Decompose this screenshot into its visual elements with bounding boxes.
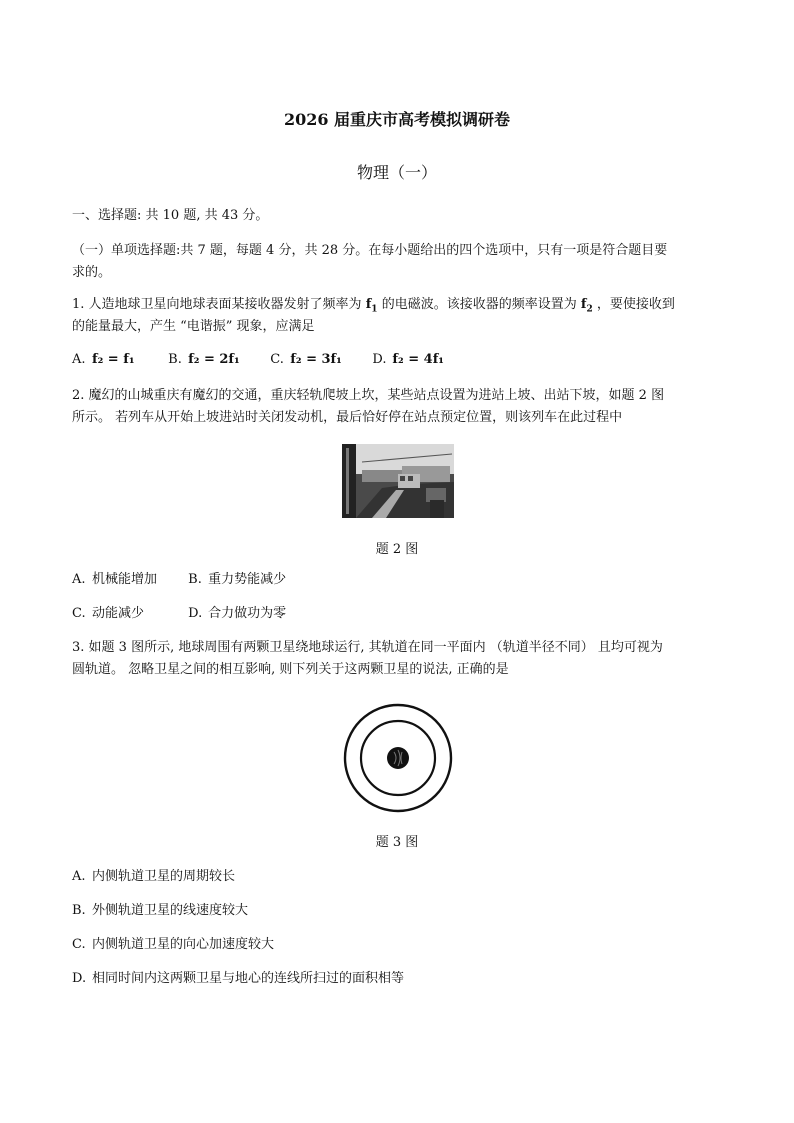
q2-option-d-label: D. bbox=[188, 606, 203, 621]
exam-title: 2026 届重庆市高考模拟调研卷 bbox=[283, 110, 511, 129]
q2-figure-caption: 题 2 图 bbox=[375, 542, 419, 557]
q3-option-b-label: B. bbox=[72, 903, 86, 918]
q1-stem-line2: 的能量最大，产生 “电谐振” 现象，应满足 bbox=[72, 319, 315, 334]
q2-option-b[interactable]: 重力势能减少 bbox=[208, 572, 287, 587]
q3-orbit-diagram bbox=[342, 700, 454, 816]
q3-figure-caption: 题 3 图 bbox=[375, 835, 419, 850]
q1-option-b[interactable]: f₂ = 2f₁ bbox=[188, 352, 240, 367]
q2-option-c[interactable]: 动能减少 bbox=[92, 606, 145, 621]
q2-stem-line1: 2. 魔幻的山城重庆有魔幻的交通，重庆轻轨爬坡上坎，某些站点设置为进站上坡、出站下坡，如题 2 图 bbox=[72, 388, 665, 403]
q1-stem-pre: 1. 人造地球卫星向地球表面某接收器发射了频率为 bbox=[72, 297, 362, 312]
q1-option-d-label: D. bbox=[372, 352, 387, 367]
q3-option-b[interactable] bbox=[72, 900, 732, 922]
q1-option-a-label: A. bbox=[72, 352, 86, 367]
q3-option-d[interactable] bbox=[72, 968, 732, 990]
q2-figure-photo bbox=[342, 444, 454, 518]
q2-stem-line2: 所示。 若列车从开始上坡进站时关闭发动机，最后恰好停在站点预定位置，则该列车在此过程中 bbox=[72, 410, 623, 425]
q2-option-a[interactable]: 机械能增加 bbox=[92, 572, 158, 587]
q3-stem-line1: 3. 如题 3 图所示, 地球周围有两颗卫星绕地球运行, 其轨道在同一平面内 （轨道半径不同） 且均可视为 bbox=[72, 640, 663, 655]
q1-stem-mid: 的电磁波。该接收器的频率设置为 bbox=[381, 297, 577, 312]
q2-options-row2 bbox=[72, 603, 732, 625]
q1-option-b-label: B. bbox=[168, 352, 182, 367]
q1-option-a[interactable]: f₂ = f₁ bbox=[92, 352, 135, 367]
q3-option-a[interactable] bbox=[72, 866, 732, 888]
exam-subtitle: 物理（一） bbox=[356, 163, 437, 182]
q3-stem-line2: 圆轨道。 忽略卫星之间的相互影响, 则下列关于这两颗卫星的说法, 正确的是 bbox=[72, 662, 509, 677]
q2-option-b-label: B. bbox=[188, 572, 202, 587]
q1-f2: $f_2$ bbox=[580, 297, 593, 315]
q3-option-d-text: 相同时间内这两颗卫星与地心的连线所扫过的面积相等 bbox=[92, 971, 405, 986]
q1-option-c[interactable]: f₂ = 3f₁ bbox=[290, 352, 342, 367]
q2-options-row1 bbox=[72, 569, 732, 591]
q2-option-c-label: C. bbox=[72, 606, 86, 621]
q1-options bbox=[72, 349, 732, 371]
sub-section-heading-line2: 求的。 bbox=[72, 265, 112, 280]
q3-option-c-label: C. bbox=[72, 937, 86, 952]
q3-option-a-label: A. bbox=[72, 869, 86, 884]
q3-option-b-text: 外侧轨道卫星的线速度较大 bbox=[92, 903, 249, 918]
q2-option-a-label: A. bbox=[72, 572, 86, 587]
q3-option-c[interactable] bbox=[72, 934, 732, 956]
q3-option-a-text: 内侧轨道卫星的周期较长 bbox=[92, 869, 236, 884]
q3-option-d-label: D. bbox=[72, 971, 87, 986]
q2-option-d[interactable]: 合力做功为零 bbox=[208, 606, 287, 621]
light-rail-photo bbox=[342, 444, 454, 518]
sub-section-heading-line1: （一）单项选择题:共 7 题，每题 4 分，共 28 分。在每小题给出的四个选项中，只有一项是符合题目要 bbox=[72, 243, 668, 258]
section-heading: 一、选择题: 共 10 题, 共 43 分。 bbox=[72, 208, 269, 223]
q1-stem-post: ，要使接收到 bbox=[596, 297, 675, 312]
q1-f1: $f_1$ bbox=[365, 297, 378, 315]
q1-option-c-label: C. bbox=[270, 352, 284, 367]
q1-option-d[interactable]: f₂ = 4f₁ bbox=[392, 352, 444, 367]
q3-option-c-text: 内侧轨道卫星的向心加速度较大 bbox=[92, 937, 275, 952]
